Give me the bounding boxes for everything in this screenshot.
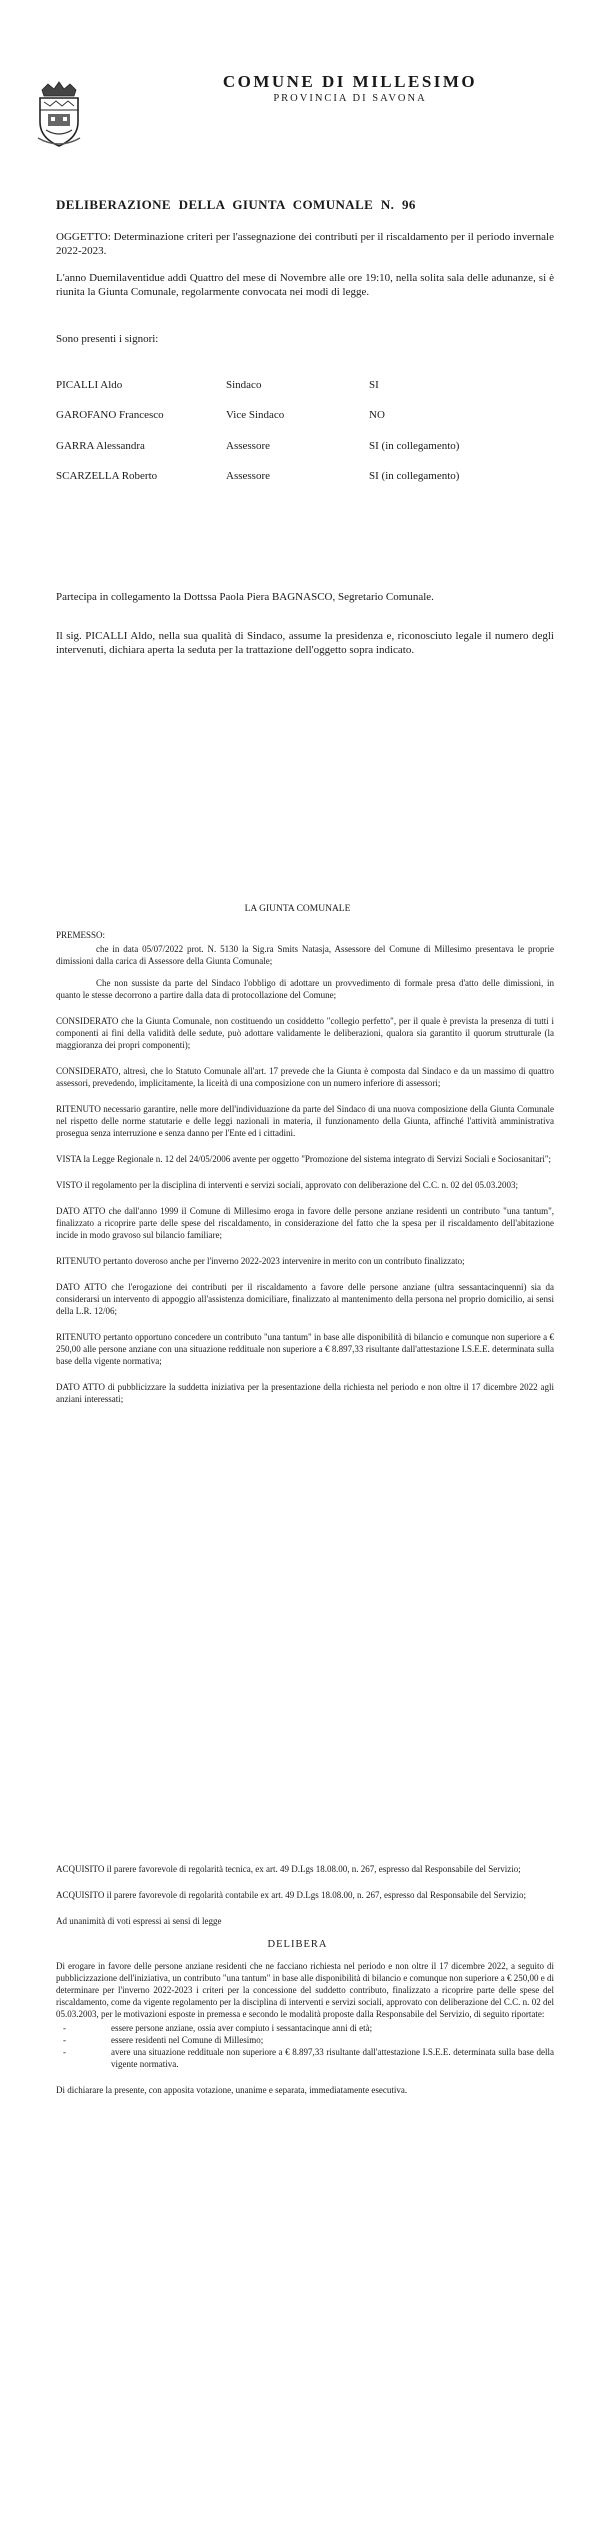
session-intro: L'anno Duemilaventidue addì Quattro del mese di Novembre alle ore 19:10, nella solita sala delle adunanze, si è riunita la Giunta Comunale, regolarmente convocata nei modi di legge. bbox=[56, 272, 554, 298]
member-role: Assessore bbox=[226, 440, 270, 452]
list-item: - essere residenti nel Comune di Millesimo; bbox=[111, 2034, 554, 2046]
body-paragraph: DATO ATTO che dall'anno 1999 il Comune di Millesimo eroga in favore delle persone anziane residenti un contributo "una tantum", finalizzato a ricoprire parte delle spese del riscaldamento, in considerazione del fatto che la spesa per il riscaldamento dell'abitazione incide in modo gravoso sul bilancio familiare; bbox=[56, 1206, 554, 1240]
deliberation-title: DELIBERAZIONE DELLA GIUNTA COMUNALE N. 96 bbox=[56, 197, 416, 212]
acquisito-paragraph: ACQUISITO il parere favorevole di regolarità tecnica, ex art. 49 D.Lgs 18.08.00, n. 267, espresso dal Responsabile del Servizio; bbox=[56, 1864, 521, 1874]
body-paragraph: RITENUTO pertanto doveroso anche per l'inverno 2022-2023 intervenire in merito con un contributo finalizzato; bbox=[56, 1256, 465, 1266]
body-paragraph: VISTO il regolamento per la disciplina di interventi e servizi sociali, approvato con deliberazione del C.C. n. 02 del 05.03.2003; bbox=[56, 1180, 518, 1190]
mayor-note: Il sig. PICALLI Aldo, nella sua qualità di Sindaco, assume la presidenza e, riconosciuto legale il numero degli intervenuti, dichiara aperta la seduta per la trattazione dell'oggetto sopra indicato. bbox=[56, 630, 554, 656]
premesso-item: che in data 05/07/2022 prot. N. 5130 la Sig.ra Smits Natasja, Assessore del Comune di Millesimo presentava le proprie dimissioni dalla carica di Assessore della Giunta Comunale; bbox=[56, 944, 554, 966]
premesso-item: Che non sussiste da parte del Sindaco l'obbligo di adottare un provvedimento di formale presa d'atto delle dimissioni, in quanto le stesse decorrono a partire dalla data di protocollazione del Comune; bbox=[56, 978, 554, 1000]
body-paragraph: VISTA la Legge Regionale n. 12 del 24/05/2006 avente per oggetto "Promozione del sistema integrato di Servizi Sociali e Sociosanitari"; bbox=[56, 1154, 552, 1164]
member-role: Vice Sindaco bbox=[226, 409, 285, 421]
member-role: Sindaco bbox=[226, 379, 262, 391]
list-item: - essere persone anziane, ossia aver compiuto i sessantacinque anni di età; bbox=[111, 2022, 554, 2034]
member-name: SCARZELLA Roberto bbox=[56, 470, 158, 482]
secretary-text: Partecipa in collegamento la Dottssa Paola Piera BAGNASCO, Segretario Comunale. bbox=[56, 591, 434, 603]
criteria-list bbox=[56, 2022, 554, 2070]
opinions-section bbox=[56, 1863, 554, 1927]
premesso-label: PREMESSO: bbox=[56, 930, 106, 940]
member-role: Assessore bbox=[226, 470, 270, 482]
body-paragraph: DATO ATTO di pubblicizzare la suddetta iniziativa per la presentazione della richiesta nel periodo e non oltre il 17 dicembre 2022 agli anziani interessati; bbox=[56, 1382, 554, 1404]
body-paragraph: RITENUTO pertanto opportuno concedere un contributo "una tantum" in base alle disponibilità di bilancio e comunque non superiore a € 250,00 alle persone anziane con una situazione reddituale non superiore a € 8.897,33 risultante dall'attestazione I.S.E.E. determinata sulla base della vigente normativa; bbox=[56, 1332, 554, 1366]
body-section bbox=[56, 929, 554, 1405]
delibera-text: Di erogare in favore delle persone anziane residenti che ne facciano richiesta nel periodo e non oltre il 17 dicembre 2022, a seguito di pubblicizzazione dell'iniziativa, un contributo "una tantum" in base alle disponibilità di bilancio e comunque non superiore a € 250,00 e di determinare per l'inverno 2022-2023 i criteri per la concessione del suddetto contributo, finalizzato a ricoprire parte delle spese del riscaldamento, come da vigente regolamento per la disciplina di interventi e servizi sociali, approvato con deliberazione del C.C. n. 02 del 05.03.2003, per le motivazioni esposte in premessa e secondo le modalità proposte dalla Responsabile del Servizio, di seguito riportate: bbox=[56, 1961, 554, 2019]
province-name: PROVINCIA DI SAVONA bbox=[273, 93, 427, 104]
body-paragraph: CONSIDERATO che la Giunta Comunale, non costituendo un cosiddetto "collegio perfetto", per il quale è prevista la presenza di tutti i componenti ai fini della validità delle sedute, può adottare validamente le deliberazioni, qualora sia garantito il quorum strutturale (la maggioranza dei propri componenti); bbox=[56, 1016, 554, 1050]
closing-text: Di dichiarare la presente, con apposita votazione, unanime e separata, immediatamente esecutiva. bbox=[56, 2085, 408, 2095]
unanimity-text: Ad unanimità di voti espressi ai sensi di legge bbox=[56, 1916, 222, 1926]
acquisito-paragraph: ACQUISITO il parere favorevole di regolarità contabile ex art. 49 D.Lgs 18.08.00, n. 267, espresso dal Responsabile del Servizio; bbox=[56, 1890, 526, 1900]
body-paragraph: RITENUTO necessario garantire, nelle more dell'individuazione da parte del Sindaco di una nuova composizione della Giunta Comunale nel rispetto delle norme statutarie e delle leggi nazionali in materia, il funzionamento della Giunta, affinché l'attività amministrativa prosegua senza interruzione e senza danno per l'Ente ed i cittadini. bbox=[56, 1104, 554, 1138]
member-name: GARRA Alessandra bbox=[56, 440, 145, 452]
body-paragraph: CONSIDERATO, altresì, che lo Statuto Comunale all'art. 17 prevede che la Giunta è composta dal Sindaco e da un massimo di quattro assessori, prevedendo, implicitamente, la liceità di una composizione con un numero inferiore di assessori; bbox=[56, 1066, 554, 1088]
object-text: OGGETTO: Determinazione criteri per l'assegnazione dei contributi per il riscaldamento per il periodo invernale 2022-2023. bbox=[56, 231, 554, 257]
present-heading: Sono presenti i signori: bbox=[56, 333, 159, 345]
body-heading: LA GIUNTA COMUNALE bbox=[244, 904, 351, 914]
member-presence: SI (in collegamento) bbox=[369, 470, 460, 482]
member-presence: SI (in collegamento) bbox=[369, 440, 460, 452]
member-name: GAROFANO Francesco bbox=[56, 409, 164, 421]
list-item: - avere una situazione reddituale non superiore a € 8.897,33 risultante dall'attestazione I.S.E.E. determinata sulla base della vigente normativa. bbox=[111, 2046, 554, 2070]
body-paragraph: DATO ATTO che l'erogazione dei contributi per il riscaldamento a favore delle persone anziane (ultra sessantacinquenni) sia da considerarsi un intervento di appoggio all'assistenza domiciliare, finalizzato al mantenimento della persona nel proprio domicilio, ai sensi della L.R. 12/06; bbox=[56, 1282, 554, 1316]
member-name: PICALLI Aldo bbox=[56, 379, 123, 391]
delibera-section bbox=[56, 1960, 554, 2096]
municipality-header bbox=[150, 72, 550, 104]
delibera-heading: DELIBERA bbox=[267, 1939, 328, 1950]
member-presence: SI bbox=[369, 379, 379, 391]
member-presence: NO bbox=[369, 409, 385, 421]
municipality-name: COMUNE DI MILLESIMO bbox=[222, 72, 478, 91]
coat-of-arms-icon bbox=[34, 80, 84, 148]
